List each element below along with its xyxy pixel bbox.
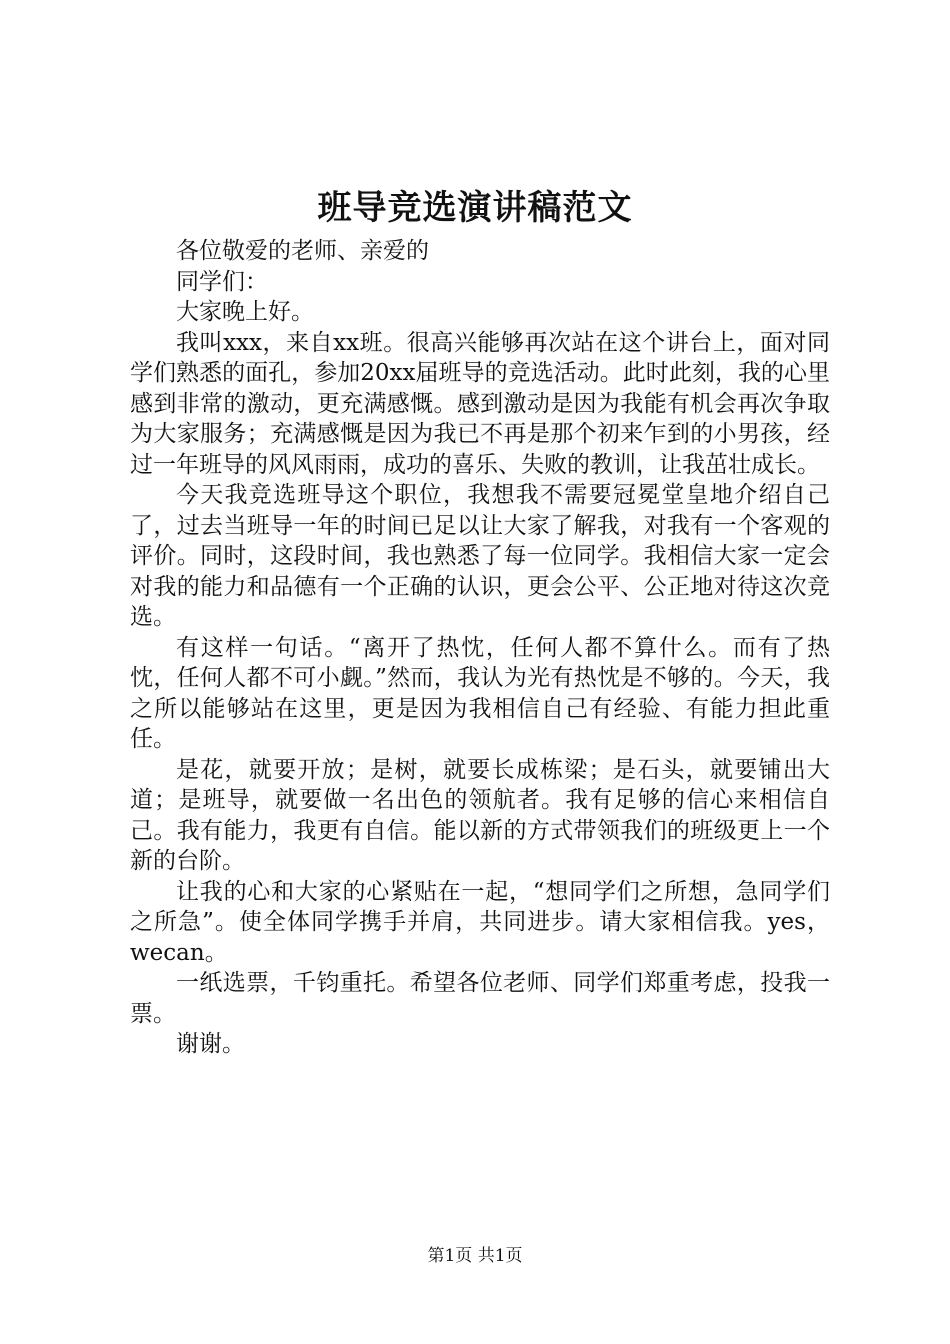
document-title: 班导竞选演讲稿范文 — [317, 188, 633, 228]
paragraph-unity: 让我的心和大家的心紧贴在一起，“想同学们之所想，急同学们之所急”。使全体同学携手并肩，共同进步。请大家相信我。yes，wecan。 — [130, 878, 830, 966]
paragraph-greeting-line-1: 各位敬爱的老师、亲爱的 — [176, 238, 429, 264]
paragraph-thanks: 谢谢。 — [176, 1031, 245, 1057]
paragraph-introduction: 我叫xxx，来自xx班。很高兴能够再次站在这个讲台上，面对同学们熟悉的面孔，参加20xx届班导的竞选活动。此时此刻，我的心里感到非常的激动，更充满感慨。感到激动是因为我能有机会再次争取为大家服务；充满感慨是因为我已不再是那个初来乍到的小男孩，经过一年班导的风风雨雨，成功的喜乐、失败的教训，让我茁壮成长。 — [130, 329, 830, 478]
paragraph-confidence: 是花，就要开放；是树，就要长成栋梁；是石头，就要铺出大道；是班导，就要做一名出色的领航者。我有足够的信心来相信自己。我有能力，我更有自信。能以新的方式带领我们的班级更上一个新的台阶。 — [130, 756, 830, 874]
page-footer: 第1页 共1页 — [427, 1246, 523, 1266]
paragraph-enthusiasm: 有这样一句话。“离开了热忱，任何人都不算什么。而有了热忱，任何人都不可小觑。”然而，我认为光有热忱是不够的。今天，我之所以能够站在这里，更是因为我相信自己有经验、有能力担此重任。 — [130, 634, 830, 752]
document-body — [130, 236, 830, 1060]
paragraph-vote-request: 一纸选票，千钧重托。希望各位老师、同学们郑重考虑，投我一票。 — [130, 970, 830, 1027]
paragraph-salutation: 大家晚上好。 — [176, 299, 314, 325]
paragraph-experience: 今天我竞选班导这个职位，我想我不需要冠冕堂皇地介绍自己了，过去当班导一年的时间已足以让大家了解我，对我有一个客观的评价。同时，这段时间，我也熟悉了每一位同学。我相信大家一定会对我的能力和品德有一个正确的认识，更会公平、公正地对待这次竞选。 — [130, 482, 830, 630]
paragraph-greeting-line-2: 同学们： — [176, 268, 268, 295]
